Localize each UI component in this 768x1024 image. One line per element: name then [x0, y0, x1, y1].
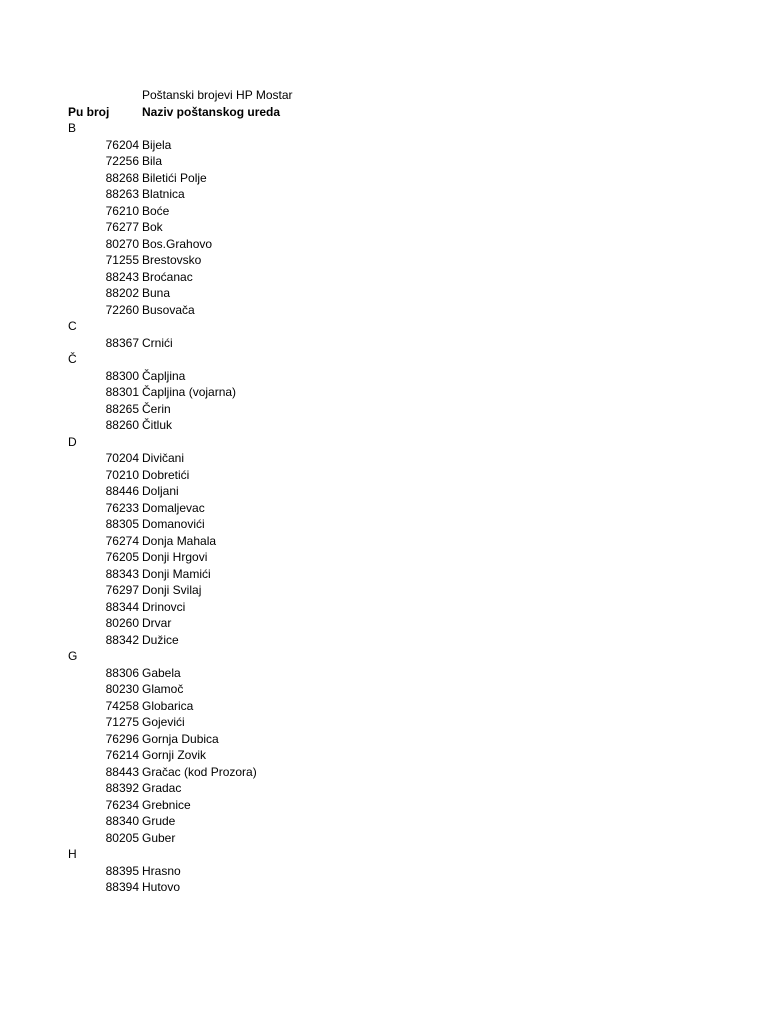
section-letter: H [68, 847, 77, 861]
office-name: Bijela [142, 137, 172, 152]
postal-row [68, 549, 368, 566]
postal-code: 70204 [105, 451, 139, 465]
postal-row [68, 665, 368, 682]
postal-row [68, 599, 368, 616]
postal-code: 76277 [105, 220, 139, 234]
postal-code: 80260 [105, 616, 139, 630]
office-name: Donja Mahala [142, 533, 217, 548]
office-name: Dužice [142, 632, 179, 647]
office-name: Grude [142, 814, 176, 828]
postal-row [68, 302, 368, 319]
postal-row [68, 533, 368, 550]
postal-code-sheet [68, 87, 368, 896]
section-letter: G [68, 649, 78, 663]
postal-code: 88305 [105, 517, 139, 531]
postal-code: 80205 [105, 830, 139, 845]
office-name: Gornji Zovik [142, 748, 207, 762]
postal-code: 88263 [105, 187, 139, 201]
postal-row [68, 764, 368, 781]
postal-code: 71255 [105, 253, 139, 267]
postal-row [68, 879, 368, 896]
postal-code: 88243 [105, 269, 139, 284]
postal-code: 88394 [105, 880, 139, 894]
postal-code: 88268 [105, 170, 139, 185]
office-name: Crnići [142, 335, 173, 350]
postal-row [68, 384, 368, 401]
office-name: Broćanac [142, 269, 193, 284]
header-postal-code: Pu broj [68, 104, 110, 119]
postal-row [68, 170, 368, 187]
postal-row [68, 153, 368, 170]
office-name: Čapljina (vojarna) [142, 385, 237, 399]
office-name: Domanovići [142, 517, 205, 531]
postal-row [68, 450, 368, 467]
postal-row [68, 698, 368, 715]
postal-row [68, 566, 368, 583]
office-name: Drvar [142, 616, 172, 630]
postal-row [68, 467, 368, 484]
postal-row [68, 714, 368, 731]
postal-code: 88306 [105, 665, 139, 680]
office-name: Donji Svilaj [142, 583, 202, 597]
office-name: Gradac [142, 781, 182, 795]
postal-code: 88392 [105, 781, 139, 795]
postal-code: 76233 [105, 500, 139, 515]
office-name: Bok [142, 220, 163, 234]
office-name: Buna [142, 286, 171, 300]
postal-code-list [68, 120, 368, 896]
postal-code: 88446 [105, 484, 139, 498]
postal-row [68, 615, 368, 632]
postal-code: 88300 [105, 368, 139, 383]
office-name: Hrasno [142, 863, 181, 878]
section-letter: Č [68, 352, 77, 366]
office-name: Donji Hrgovi [142, 550, 208, 564]
postal-code: 76274 [105, 533, 139, 548]
postal-row [68, 863, 368, 880]
section-letter-row [68, 120, 368, 137]
postal-row [68, 186, 368, 203]
office-name: Drinovci [142, 599, 186, 614]
postal-row [68, 285, 368, 302]
postal-code: 88265 [105, 401, 139, 416]
postal-code: 88344 [105, 599, 139, 614]
section-letter: D [68, 434, 77, 449]
section-letter-row [68, 434, 368, 451]
postal-code: 88443 [105, 764, 139, 779]
header-row [68, 104, 368, 121]
office-name: Busovača [142, 302, 195, 317]
section-letter-row [68, 846, 368, 863]
postal-row [68, 797, 368, 814]
postal-row [68, 582, 368, 599]
postal-code: 74258 [105, 698, 139, 713]
postal-row [68, 368, 368, 385]
office-name: Domaljevac [142, 500, 205, 515]
office-name: Brestovsko [142, 253, 202, 267]
postal-code: 76296 [105, 731, 139, 746]
section-letter: C [68, 319, 77, 333]
postal-row [68, 236, 368, 253]
postal-code: 88301 [105, 385, 139, 399]
postal-row [68, 417, 368, 434]
header-office-name: Naziv poštanskog ureda [142, 104, 281, 119]
postal-row [68, 401, 368, 418]
office-name: Glamoč [142, 682, 184, 696]
section-letter: B [68, 121, 77, 135]
postal-code: 72256 [105, 154, 139, 168]
postal-row [68, 269, 368, 286]
office-name: Doljani [142, 484, 179, 498]
office-name: Gabela [142, 665, 181, 680]
postal-row [68, 500, 368, 517]
postal-code: 88342 [105, 632, 139, 647]
postal-row [68, 516, 368, 533]
postal-row [68, 681, 368, 698]
section-letter-row [68, 351, 368, 368]
postal-code: 80270 [105, 236, 139, 251]
postal-code: 76205 [105, 550, 139, 564]
postal-row [68, 219, 368, 236]
postal-row [68, 830, 368, 847]
office-name: Hutovo [142, 880, 181, 894]
postal-code: 76214 [105, 748, 139, 762]
postal-row [68, 747, 368, 764]
postal-row [68, 203, 368, 220]
postal-row [68, 632, 368, 649]
office-name: Čapljina [142, 368, 186, 383]
postal-code: 88395 [105, 863, 139, 878]
office-name: Grebnice [142, 797, 191, 812]
postal-code: 76204 [105, 137, 139, 152]
postal-row [68, 335, 368, 352]
postal-code: 76210 [105, 203, 139, 218]
office-name: Biletići Polje [142, 170, 207, 185]
office-name: Bos.Grahovo [142, 236, 213, 251]
postal-code: 70210 [105, 467, 139, 482]
office-name: Guber [142, 830, 176, 845]
postal-code: 88202 [105, 286, 139, 300]
postal-code: 80230 [105, 682, 139, 696]
office-name: Divičani [142, 451, 185, 465]
office-name: Bila [142, 154, 163, 168]
postal-code: 72260 [105, 302, 139, 317]
title-row [68, 87, 368, 104]
postal-row [68, 780, 368, 797]
office-name: Gračac (kod Prozora) [142, 764, 257, 779]
office-name: Gojevići [142, 715, 185, 729]
postal-code: 88367 [105, 335, 139, 350]
postal-row [68, 483, 368, 500]
postal-row [68, 731, 368, 748]
office-name: Blatnica [142, 187, 185, 201]
postal-row [68, 813, 368, 830]
section-letter-row [68, 648, 368, 665]
postal-row [68, 252, 368, 269]
postal-code: 71275 [105, 715, 139, 729]
postal-code: 76234 [105, 797, 139, 812]
postal-row [68, 137, 368, 154]
sheet-title: Poštanski brojevi HP Mostar [142, 88, 293, 102]
section-letter-row [68, 318, 368, 335]
office-name: Donji Mamići [142, 566, 211, 581]
office-name: Gornja Dubica [142, 731, 219, 746]
office-name: Boće [142, 203, 170, 218]
office-name: Čitluk [142, 418, 173, 432]
office-name: Dobretići [142, 467, 190, 482]
postal-code: 88260 [105, 418, 139, 432]
office-name: Čerin [142, 401, 171, 416]
office-name: Globarica [142, 698, 194, 713]
postal-code: 88340 [105, 814, 139, 828]
postal-code: 76297 [105, 583, 139, 597]
postal-code: 88343 [105, 566, 139, 581]
